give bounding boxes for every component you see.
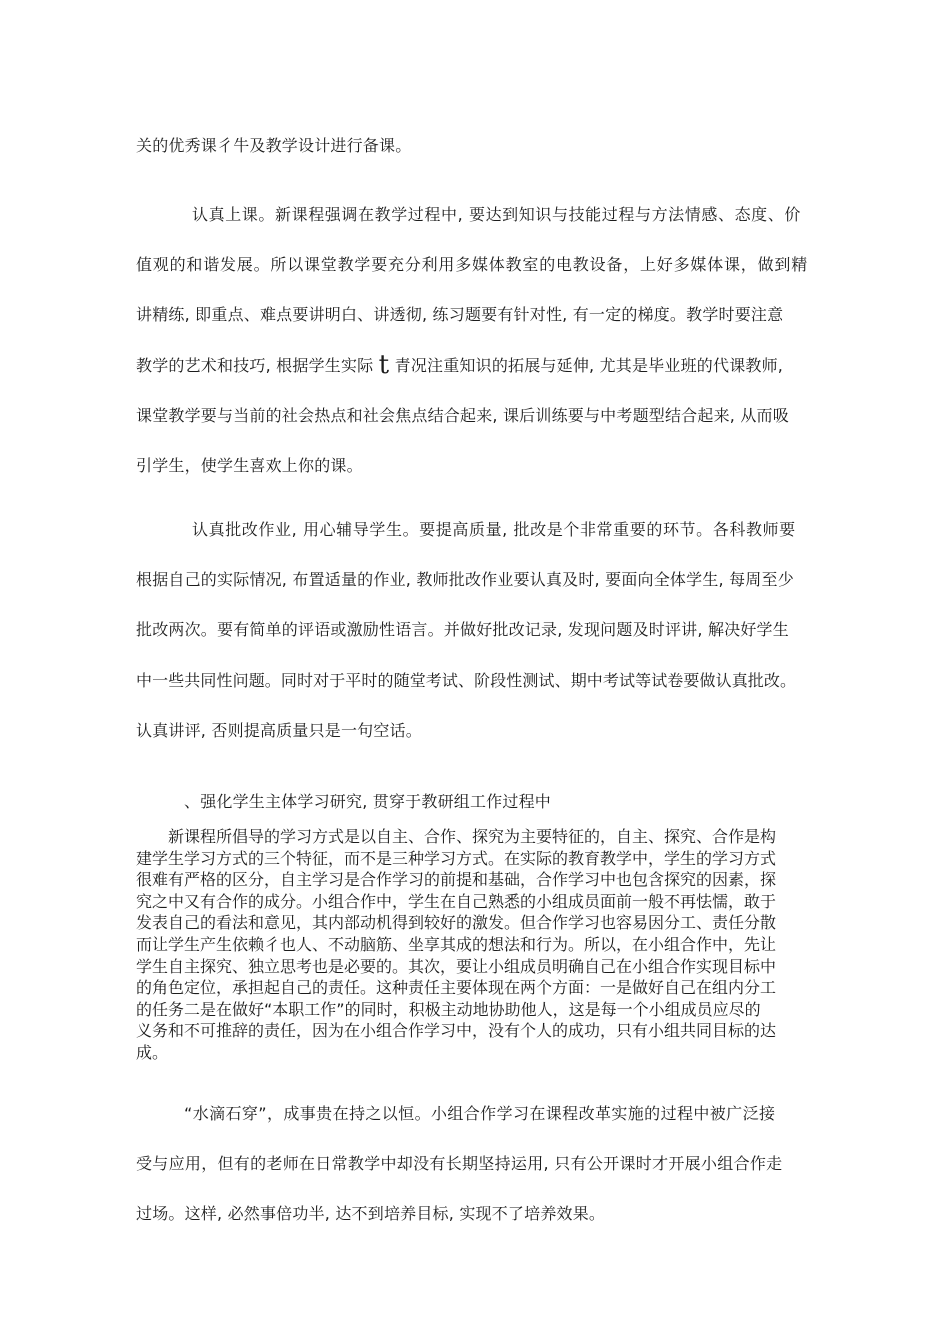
paragraph-line: 学生自主探究、独立思考也是必要的。其次，要让小组成员明确自己在小组合作实现目标中 bbox=[136, 956, 777, 976]
text-line: 过场。这样, 必然事倍功半, 达不到培养目标, 实现不了培养效果。 bbox=[136, 1204, 606, 1223]
paragraph-line: 很难有严格的区分，自主学习是合作学习的前提和基础，合作学习中也包含探究的因素，探 bbox=[136, 870, 777, 890]
text-line: 受与应用，但有的老师在日常教学中却没有长期坚持运用, 只有公开课时才开展小组合作走 bbox=[136, 1154, 783, 1173]
text-fragment: 青况注重知识的拓展与延伸, 尤其是毕业班的代课教师, bbox=[394, 356, 784, 375]
text-line: 引学生，使学生喜欢上你的课。 bbox=[136, 456, 363, 475]
paragraph-line: 究之中又有合作的成分。小组合作中，学生在自己熟悉的小组成员面前一般不再怯懦，敢于 bbox=[136, 891, 777, 911]
text-line: 值观的和谐发展。所以课堂教学要充分利用多媒体教室的电教设备，上好多媒体课，做到精 bbox=[136, 255, 809, 274]
text-line: 讲精练, 即重点、难点要讲明白、讲透彻, 练习题要有针对性, 有一定的梯度。教学时要注意 bbox=[136, 305, 784, 324]
paragraph-start-line: “水滴石穿”，成事贵在持之以恒。小组合作学习在课程改革实施的过程中被广泛接 bbox=[184, 1104, 776, 1123]
paragraph-line: 新课程所倡导的学习方式是以自主、合作、探究为主要特征的，自主、探究、合作是构 bbox=[168, 827, 777, 846]
text-line: 关的优秀课彳牛及教学设计进行备课。 bbox=[136, 136, 412, 155]
text-line bbox=[136, 350, 784, 380]
paragraph-line: 建学生学习方式的三个特征，而不是三种学习方式。在实际的教育教学中，学生的学习方式 bbox=[136, 848, 777, 868]
paragraph-line: 发表自己的看法和意见，其内部动机得到较好的激发。但合作学习也容易因分工、责任分散 bbox=[136, 913, 777, 933]
dense-paragraph bbox=[136, 826, 776, 1064]
paragraph-start-line: 认真上课。新课程强调在教学过程中, 要达到知识与技能过程与方法情感、态度、价 bbox=[192, 205, 801, 224]
text-line: 中一些共同性问题。同时对于平时的随堂考试、阶段性测试、期中考试等试卷要做认真批改。 bbox=[136, 671, 797, 690]
text-line: 批改两次。要有简单的评语或激励性语言。并做好批改记录, 发现问题及时评讲, 解决好学生 bbox=[136, 620, 789, 639]
paragraph-line: 的角色定位，承担起自己的责任。这种责任主要体现在两个方面：一是做好自己在组内分工 bbox=[136, 978, 777, 998]
paragraph-start-line: 认真批改作业, 用心辅导学生。要提高质量, 批改是个非常重要的环节。各科教师要 bbox=[192, 520, 796, 539]
text-line: 课堂教学要与当前的社会热点和社会焦点结合起来, 课后训练要与中考题型结合起来, 从而吸 bbox=[136, 406, 789, 425]
paragraph-line: 成。 bbox=[136, 1042, 169, 1062]
paragraph-line: 的任务二是在做好“本职工作”的同时，积极主动地协助他人，这是每一个小组成员应尽的 bbox=[136, 999, 761, 1019]
section-heading: 、强化学生主体学习研究, 贯穿于教研组工作过程中 bbox=[184, 792, 551, 811]
paragraph-line: 义务和不可推辞的责任，因为在小组合作学习中，没有个人的成功，只有小组共同目标的达 bbox=[136, 1021, 777, 1041]
stray-glyph: t bbox=[378, 350, 390, 380]
text-fragment: 教学的艺术和技巧, 根据学生实际 bbox=[136, 356, 374, 375]
paragraph-line: 而让学生产生依赖彳也人、不动脑筋、坐享其成的想法和行为。所以，在小组合作中，先让 bbox=[136, 934, 777, 954]
text-line: 认真讲评, 否则提高质量只是一句空话。 bbox=[136, 721, 422, 740]
text-line: 根据自己的实际情况, 布置适量的作业, 教师批改作业要认真及时, 要面向全体学生, 每周至少 bbox=[136, 570, 794, 589]
